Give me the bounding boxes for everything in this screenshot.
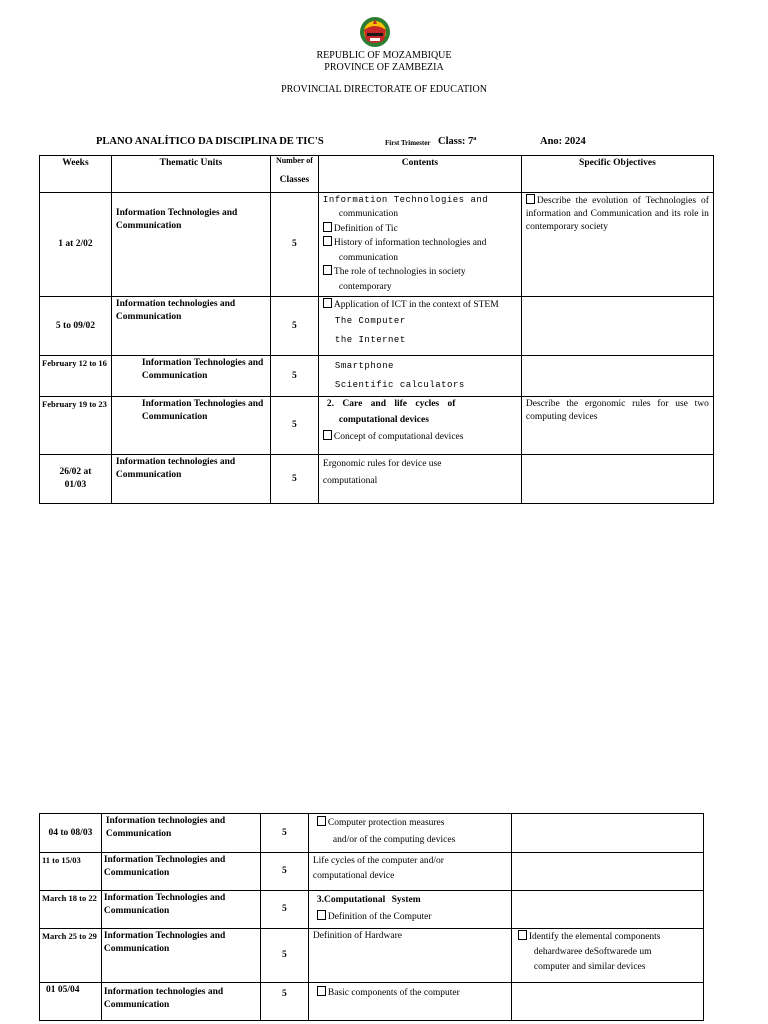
weeks-line: 01/03 (64, 480, 87, 490)
row-weeks: February 19 to 23 (40, 397, 112, 455)
row-weeks: 5 to 09/02 (40, 297, 112, 356)
row-classes: 5 (260, 929, 308, 983)
row-weeks (40, 455, 112, 504)
content-bullet (317, 986, 507, 1000)
row-classes: 5 (260, 853, 308, 891)
bullet-box-icon (526, 194, 535, 204)
row-weeks: 01 05/04 (40, 983, 102, 1021)
content-line: Ergonomic rules for device use (322, 459, 442, 469)
row-objectives (521, 356, 713, 397)
row-objectives (511, 853, 703, 891)
row-objectives (521, 297, 713, 356)
content-bullet (317, 815, 507, 832)
content-line: Smartphone (334, 361, 394, 371)
table-header-row (40, 156, 714, 193)
header-number-of: Number of (275, 156, 313, 165)
row-unit: Information technologies and Communication (101, 983, 260, 1021)
content-line: and/or of the computing devices (332, 835, 456, 845)
content-line: communication (338, 209, 399, 219)
table-row (40, 983, 704, 1021)
row-objectives (511, 891, 703, 929)
header-thematic-units: Thematic Units (111, 156, 270, 193)
header-province: PROVINCE OF ZAMBEZIA (324, 62, 444, 73)
bullet-box-icon (317, 910, 326, 920)
row-objectives (511, 929, 703, 983)
row-contents (308, 983, 511, 1021)
content-line: The Computer (334, 316, 406, 326)
bullet-box-icon (323, 298, 332, 308)
content-line: Scientific calculators (334, 380, 465, 390)
trimester-label: First Trimester (385, 139, 431, 147)
row-weeks: March 25 to 29 (40, 929, 102, 983)
row-contents (308, 814, 511, 853)
table-row (40, 397, 714, 455)
year-label: Ano: 2024 (540, 136, 586, 147)
content-bullet (323, 265, 517, 280)
content-bullet (323, 298, 517, 312)
table-row (40, 193, 714, 297)
objective-bullet (518, 930, 699, 945)
row-classes: 5 (270, 193, 318, 297)
bullet-box-icon (518, 930, 527, 940)
row-contents (318, 356, 521, 397)
header-directorate: PROVINCIAL DIRECTORATE OF EDUCATION (281, 84, 487, 95)
row-classes: 5 (270, 297, 318, 356)
content-line: Information Technologies and (322, 195, 489, 205)
row-unit: Information technologies and Communication (111, 297, 270, 356)
table-row (40, 891, 704, 929)
row-contents (318, 455, 521, 504)
content-line: Computer protection measures (327, 818, 445, 828)
bullet-box-icon (317, 816, 326, 826)
row-classes: 5 (270, 397, 318, 455)
row-objectives: Describe the ergonomic rules for use two computing devices (521, 397, 713, 455)
row-classes: 5 (270, 455, 318, 504)
row-objectives (511, 983, 703, 1021)
content-line: Basic components of the computer (327, 988, 460, 998)
content-bullet (323, 236, 517, 251)
row-classes: 5 (270, 356, 318, 397)
row-unit: Information Technologies and Communication (111, 397, 270, 455)
objective-text: dehardwaree deSoftwarede um (533, 947, 652, 957)
row-unit: Information Technologies and Communication (101, 891, 260, 929)
row-weeks: 11 to 15/03 (40, 853, 102, 891)
content-line: Definition of Tic (333, 223, 398, 234)
bullet-box-icon (323, 236, 332, 246)
row-contents (318, 397, 521, 455)
table-row (40, 814, 704, 853)
bullet-box-icon (323, 265, 332, 275)
row-unit: Information Technologies and Communication (101, 929, 260, 983)
header-republic: REPUBLIC OF MOZAMBIQUE (316, 50, 452, 61)
content-bullet (323, 222, 517, 237)
table-row (40, 297, 714, 356)
row-unit: Information Technologies and Communication (111, 193, 270, 297)
content-line: 3.Computational System (316, 895, 421, 905)
content-line: the Internet (334, 335, 406, 345)
row-weeks: 1 at 2/02 (40, 193, 112, 297)
header-classes: Classes (279, 175, 310, 185)
objective-text: Identify the elemental components (528, 932, 661, 942)
table-row (40, 455, 714, 504)
row-contents (308, 891, 511, 929)
weeks-line: 26/02 at (59, 467, 92, 477)
row-weeks: March 18 to 22 (40, 891, 102, 929)
header-number-of-classes (270, 156, 318, 193)
row-unit: Information technologies and Communication (111, 455, 270, 504)
objective-text: Describe the evolution of Technologies of information and Communication and its role in contemporary society (525, 196, 709, 232)
bullet-box-icon (323, 430, 332, 440)
row-weeks: 04 to 08/03 (40, 814, 102, 853)
content-line: 2. Care and life cycles of (326, 399, 456, 409)
content-line: computational device (312, 871, 395, 881)
row-weeks: February 12 to 16 (40, 356, 112, 397)
table-row (40, 853, 704, 891)
row-objectives (511, 814, 703, 853)
row-unit: Information Technologies and Communication (101, 853, 260, 891)
row-contents (308, 853, 511, 891)
table-row (40, 356, 714, 397)
row-contents (318, 297, 521, 356)
row-contents: Definition of Hardware (308, 929, 511, 983)
content-line: Concept of computational devices (333, 432, 464, 442)
row-objectives (521, 455, 713, 504)
bullet-box-icon (317, 986, 326, 996)
header-specific-objectives: Specific Objectives (521, 156, 713, 193)
bullet-box-icon (323, 222, 332, 232)
content-line: computational devices (338, 415, 429, 425)
content-line: computational (322, 476, 378, 486)
content-line: History of information technologies and (333, 238, 487, 248)
row-classes: 5 (260, 983, 308, 1021)
row-classes: 5 (260, 891, 308, 929)
objective-text: computer and similar devices (533, 962, 646, 972)
row-unit: Information technologies and Communication (101, 814, 260, 853)
row-contents (318, 193, 521, 297)
content-bullet (323, 430, 517, 444)
table-row (40, 929, 704, 983)
content-line: contemporary (338, 281, 392, 292)
row-objectives (521, 193, 713, 297)
header-weeks: Weeks (40, 156, 112, 193)
plan-table-page-1 (39, 155, 714, 504)
content-line: Application of ICT in the context of STEM (333, 300, 499, 310)
mozambique-emblem-icon (355, 14, 395, 50)
row-classes: 5 (260, 814, 308, 853)
content-bullet (317, 909, 507, 926)
class-label: Class: 7ª (438, 136, 477, 147)
plan-table-page-2 (39, 813, 704, 1021)
content-line: The role of technologies in society (333, 267, 466, 277)
row-unit: Information Technologies and Communication (111, 356, 270, 397)
content-line: communication (338, 252, 399, 263)
content-line: Definition of the Computer (327, 912, 432, 922)
content-line: Life cycles of the computer and/or (312, 856, 444, 866)
plan-title: PLANO ANALÍTICO DA DISCIPLINA DE TIC'S (96, 136, 324, 147)
header-contents: Contents (318, 156, 521, 193)
